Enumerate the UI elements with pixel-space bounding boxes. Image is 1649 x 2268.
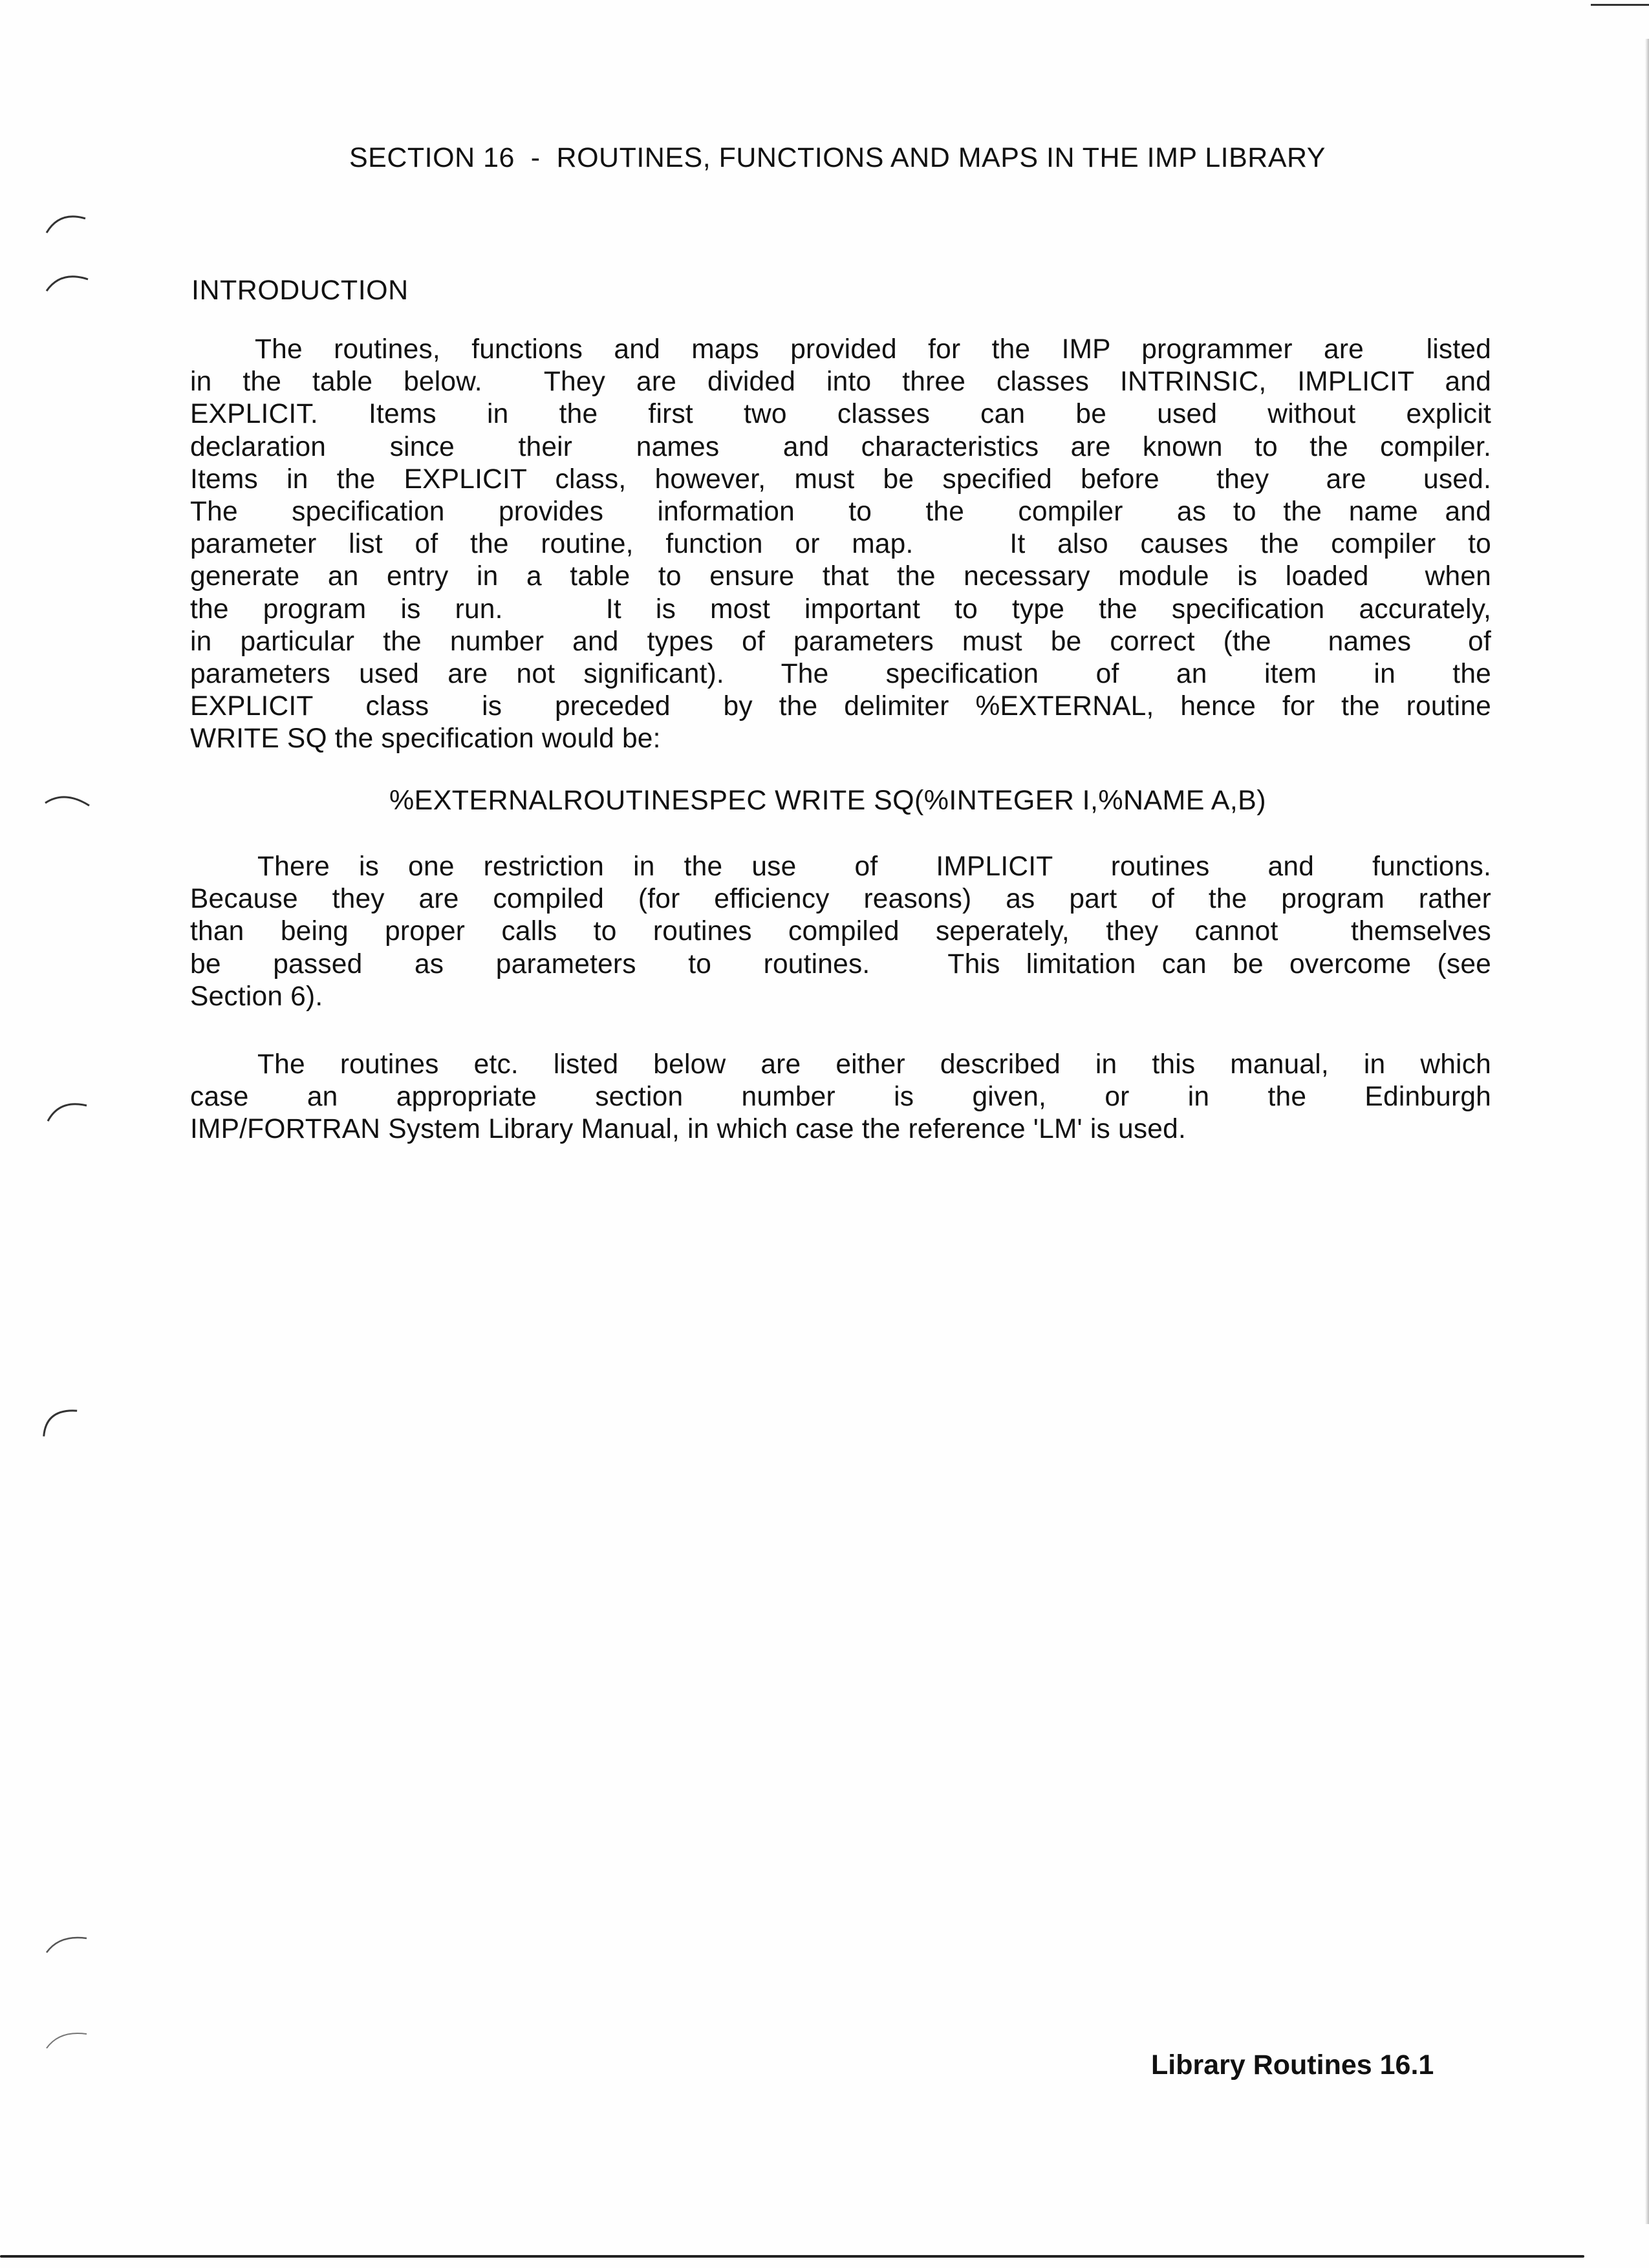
paragraph-line: EXPLICIT class is preceded by the delimiter %EXTERNAL, hence for the routine — [190, 691, 1491, 722]
paragraph-line: The routines etc. listed below are either described in this manual, in which — [257, 1049, 1491, 1080]
binder-hole-mark-6 — [40, 1927, 92, 1965]
introduction-paragraph-3 — [190, 1049, 1491, 1146]
paragraph-line: parameter list of the routine, function or map. It also causes the compiler to — [190, 529, 1491, 560]
paragraph-line: parameters used are not significant). The specification of an item in the — [190, 659, 1491, 690]
binder-hole-mark-2 — [41, 265, 93, 304]
paragraph-line: in the table below. They are divided into three classes INTRINSIC, IMPLICIT and — [190, 367, 1491, 398]
paragraph-line: EXPLICIT. Items in the first two classes can be used without explicit — [190, 399, 1491, 430]
page-footer-label: Library Routines 16.1 — [1151, 2049, 1434, 2081]
paragraph-line: the program is run. It is most important to type the specification accurately, — [190, 594, 1491, 625]
binder-hole-mark-4 — [41, 1093, 93, 1131]
paragraph-line: WRITE SQ the specification would be: — [190, 723, 661, 754]
introduction-heading: INTRODUCTION — [191, 275, 409, 306]
spec-example: %EXTERNALROUTINESPEC WRITE SQ(%INTEGER I,%NAME A,B) — [389, 785, 1266, 816]
paragraph-line: Section 6). — [190, 981, 323, 1012]
paragraph-line: declaration since their names and characteristics are known to the compiler. — [190, 431, 1491, 462]
paragraph-line: in particular the number and types of parameters must be correct (the names of — [190, 626, 1491, 657]
paragraph-line: generate an entry in a table to ensure that the necessary module is loaded when — [190, 561, 1491, 592]
paragraph-line: case an appropriate section number is given, or in the Edinburgh — [190, 1082, 1491, 1113]
top-edge-mark — [1591, 4, 1649, 6]
introduction-paragraph-1 — [190, 334, 1491, 756]
binder-hole-mark-1 — [40, 206, 92, 244]
bottom-page-edge — [0, 2255, 1584, 2258]
section-title: SECTION 16 - ROUTINES, FUNCTIONS AND MAPS IN THE IMP LIBRARY — [349, 142, 1326, 173]
paragraph-line: IMP/FORTRAN System Library Manual, in which case the reference 'LM' is used. — [190, 1114, 1186, 1145]
binder-hole-mark-7 — [40, 2022, 92, 2061]
paragraph-line: Because they are compiled (for efficiency reasons) as part of the program rather — [190, 884, 1491, 915]
binder-hole-mark-3 — [41, 784, 93, 822]
paragraph-line: Items in the EXPLICIT class, however, must be specified before they are used. — [190, 464, 1491, 495]
binder-hole-mark-5 — [32, 1400, 84, 1439]
paragraph-line: The specification provides information to the compiler as to the name and — [190, 497, 1491, 528]
paragraph-line: The routines, functions and maps provided for the IMP programmer are listed — [255, 334, 1491, 365]
paragraph-line: than being proper calls to routines compiled seperately, they cannot themselves — [190, 916, 1491, 947]
paragraph-line: There is one restriction in the use of IMPLICIT routines and functions. — [257, 851, 1491, 882]
paragraph-line: be passed as parameters to routines. This limitation can be overcome (see — [190, 948, 1491, 979]
introduction-paragraph-2 — [190, 851, 1491, 1013]
page-edge-shadow — [1645, 39, 1649, 2224]
